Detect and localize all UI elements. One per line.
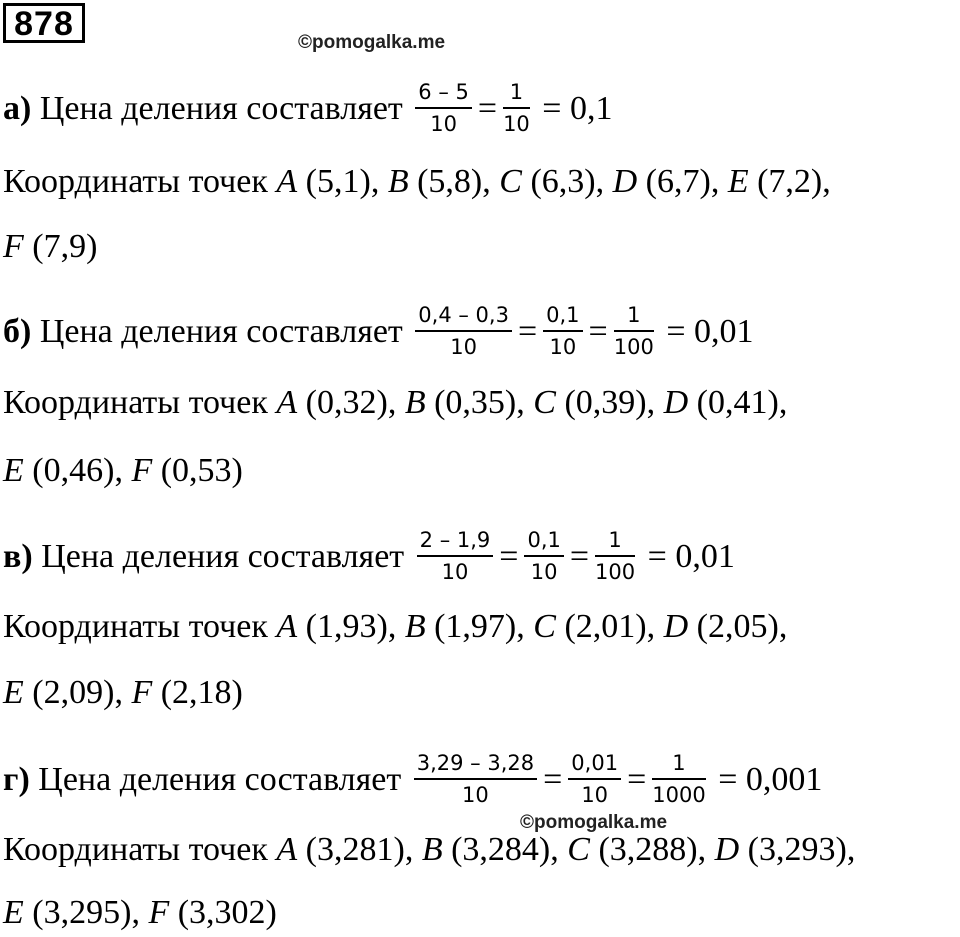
section-b-label: б) (3, 312, 32, 350)
section-g-price-line: г) Цена деления составляет $\frac{3,29 - 3,28}{10}$ = $\frac{0,01}{10}$ = $\frac{1}{1000}$ = 0,001 (3, 751, 823, 807)
section-g-coords-line: Координаты точек A (3,281), B (3,284), C (3,288), D (3,293), (3, 831, 856, 868)
section-a-coords-line: Координаты точек A (5,1), B (5,8), C (6,3), D (6,7), E (7,2), (3, 163, 831, 200)
fraction: $\frac{3,29 - 3,28}{10}$ (414, 750, 537, 808)
section-b-text: Цена деления составляет (39, 312, 403, 350)
section-g-coords-line-2: E (3,295), F (3,302) (3, 894, 277, 931)
section-v-price-line: в) Цена деления составляет $\frac{2 - 1,9}{10}$ = $\frac{0,1}{10}$ = $\frac{1}{100}$ = 0,01 (3, 528, 735, 584)
section-a-label: а) (3, 89, 32, 127)
section-g-result: = 0,001 (718, 760, 823, 798)
fraction: $\frac{2 - 1,9}{10}$ (417, 527, 494, 585)
section-v-result: = 0,01 (647, 537, 735, 575)
fraction: $\frac{0,1}{10}$ (524, 527, 563, 585)
fraction: $\frac{1}{10}$ (503, 80, 530, 136)
watermark: ©pomogalka.me (298, 32, 446, 53)
fraction: $\frac{0,1}{10}$ (543, 302, 582, 360)
section-a-price-line: а) Цена деления составляет $\frac{6 - 5}{10}$ = $\frac{1}{10}$ = 0,1 (3, 80, 613, 136)
fraction: $\frac{6 - 5}{10}$ (415, 79, 472, 137)
section-b-coords-line: Координаты точек A (0,32), B (0,35), C (0,39), D (0,41), (3, 384, 788, 421)
section-b-result: = 0,01 (666, 312, 754, 350)
fraction: $\frac{0,4 - 0,3}{10}$ (415, 302, 512, 360)
fraction: $\frac{1}{100}$ (595, 528, 636, 584)
section-a-coords-line-2: F (7,9) (3, 228, 98, 265)
section-v-coords-line: Координаты точек A (1,93), B (1,97), C (2,01), D (2,05), (3, 608, 788, 645)
problem-number: 878 (3, 3, 85, 43)
section-a-result: = 0,1 (542, 89, 613, 127)
watermark-2: ©pomogalka.me (520, 812, 668, 833)
section-a-text: Цена деления составляет (39, 89, 403, 127)
section-v-text: Цена деления составляет (41, 537, 405, 575)
section-g-label: г) (3, 760, 30, 798)
fraction: $\frac{0,01}{10}$ (568, 750, 621, 808)
fraction: $\frac{1}{100}$ (613, 303, 654, 359)
section-v-label: в) (3, 537, 33, 575)
section-v-coords-line-2: E (2,09), F (2,18) (3, 674, 243, 711)
section-b-price-line: б) Цена деления составляет $\frac{0,4 - 0,3}{10}$ = $\frac{0,1}{10}$ = $\frac{1}{100}$ = 0,01 (3, 303, 754, 359)
section-g-text: Цена деления составляет (38, 760, 402, 798)
section-b-coords-line-2: E (0,46), F (0,53) (3, 452, 243, 489)
fraction: $\frac{1}{1000}$ (652, 751, 706, 807)
